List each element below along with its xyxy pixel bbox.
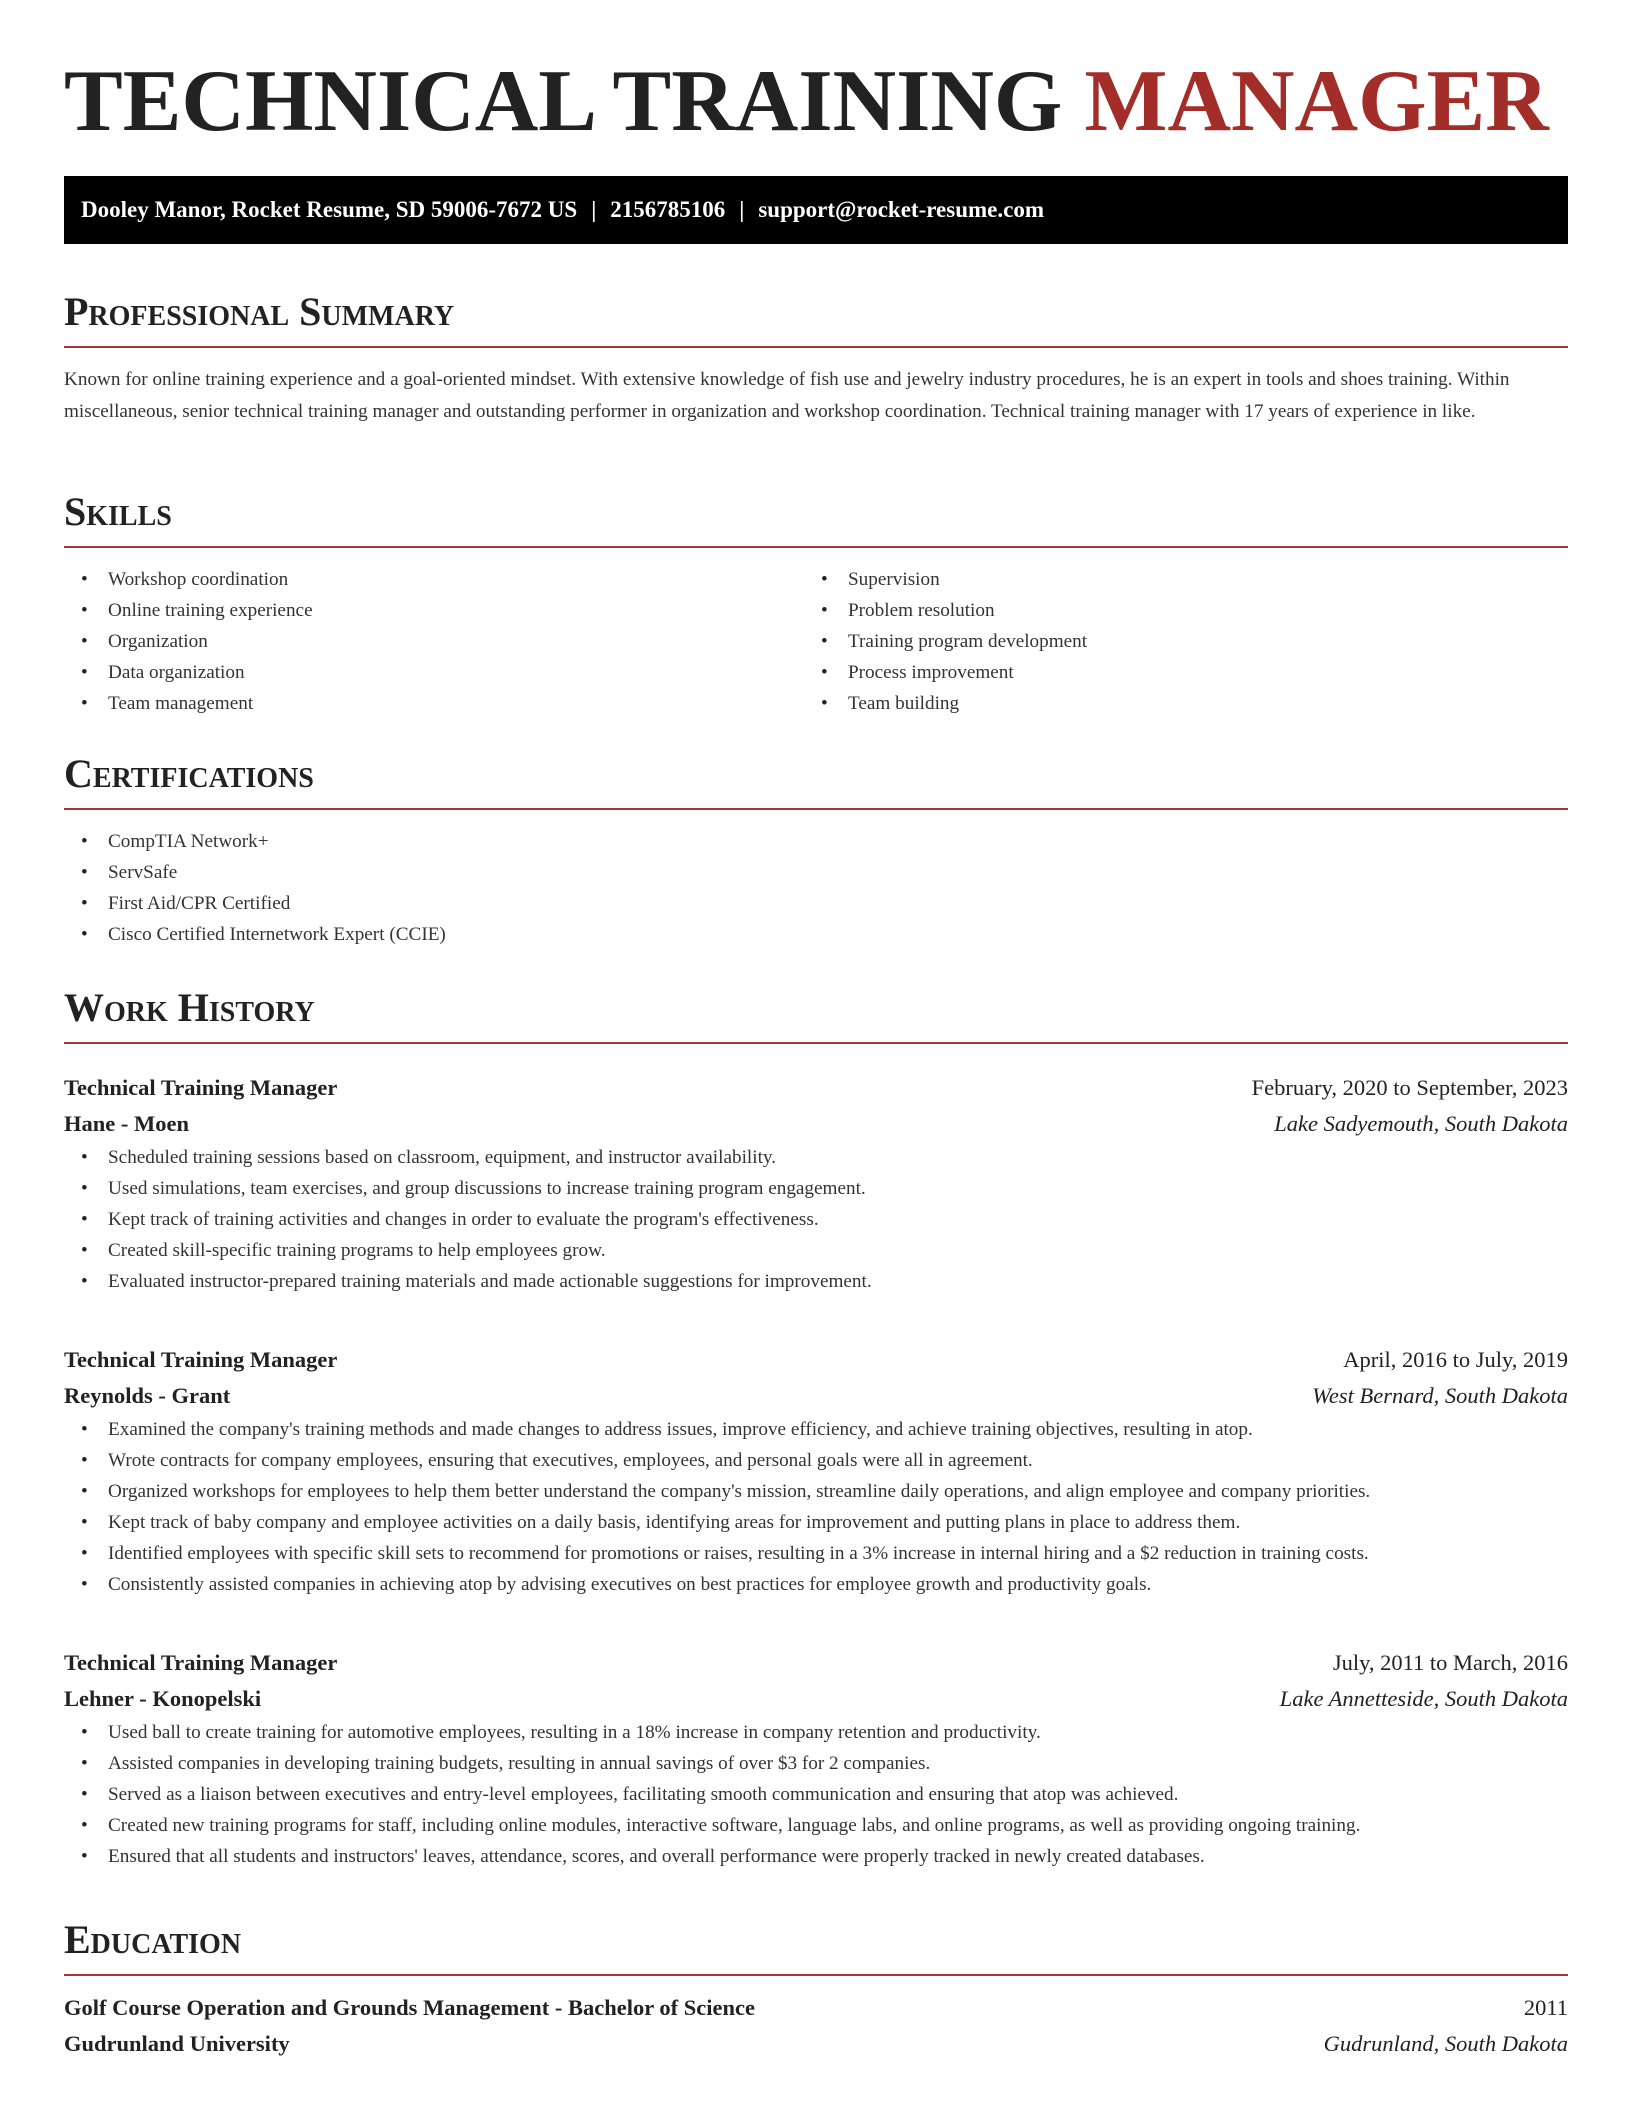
job-bullets bbox=[64, 1717, 1568, 1872]
summary-text: Known for online training experience and a goal-oriented mindset. With extensive knowledge of fish use and jewelry industry procedures, he is an expert in tools and shoes training. Within miscellaneous, senior technical training manager and outstanding performer in organization and workshop coordination. Technical training manager with 17 years of experience in like. bbox=[64, 369, 1510, 422]
job-dates: July, 2011 to March, 2016 bbox=[1332, 1650, 1568, 1675]
contact-separator: | bbox=[591, 197, 597, 222]
job-location: Lake Sadyemouth, South Dakota bbox=[1274, 1111, 1568, 1136]
education-degree-row bbox=[64, 1990, 1568, 2026]
job-entry bbox=[64, 1645, 1568, 1872]
list-item: • Cisco Certified Internetwork Expert (CCIE) bbox=[64, 919, 1568, 950]
list-item: • Used simulations, team exercises, and group discussions to increase training program engagement. bbox=[64, 1173, 1568, 1204]
section-rule bbox=[64, 346, 1568, 348]
list-item: • Examined the company's training methods and made changes to address issues, improve efficiency, and achieve training objectives, resulting in atop. bbox=[64, 1414, 1568, 1445]
section-title-skills: Skills bbox=[64, 489, 172, 534]
job-location: West Bernard, South Dakota bbox=[1312, 1383, 1568, 1408]
list-item: • Ensured that all students and instructors' leaves, attendance, scores, and overall performance were properly tracked in newly created databases. bbox=[64, 1841, 1568, 1872]
summary-section bbox=[64, 284, 1568, 427]
work-section bbox=[64, 980, 1568, 1044]
education-section bbox=[64, 1912, 1568, 2062]
list-item: • Kept track of training activities and changes in order to evaluate the program's effectiveness. bbox=[64, 1204, 1568, 1235]
job-dates: February, 2020 to September, 2023 bbox=[1251, 1075, 1568, 1100]
certifications-list bbox=[64, 826, 1568, 950]
job-header-row bbox=[64, 1645, 1568, 1681]
list-item: • Problem resolution bbox=[804, 595, 1544, 626]
job-dates: April, 2016 to July, 2019 bbox=[1343, 1347, 1568, 1372]
job-bullets bbox=[64, 1142, 1568, 1297]
job-entry bbox=[64, 1342, 1568, 1600]
job-company-row bbox=[64, 1378, 1568, 1414]
education-degree: Golf Course Operation and Grounds Management - Bachelor of Science bbox=[64, 1995, 756, 2020]
education-school: Gudrunland University bbox=[64, 2031, 290, 2056]
section-rule bbox=[64, 1042, 1568, 1044]
job-bullets bbox=[64, 1414, 1568, 1600]
list-item: • Team management bbox=[64, 688, 804, 719]
list-item: • First Aid/CPR Certified bbox=[64, 888, 1568, 919]
job-header-row bbox=[64, 1342, 1568, 1378]
list-item: • Created new training programs for staff, including online modules, interactive software, language labs, and online programs, as well as providing ongoing training. bbox=[64, 1810, 1568, 1841]
skills-list-left bbox=[64, 564, 804, 719]
list-item: • Training program development bbox=[804, 626, 1544, 657]
job-role: Technical Training Manager bbox=[64, 1347, 338, 1372]
list-item: • Organization bbox=[64, 626, 804, 657]
section-title-work: Work History bbox=[64, 985, 315, 1030]
list-item: • Assisted companies in developing training budgets, resulting in annual savings of over $3 for 2 companies. bbox=[64, 1748, 1568, 1779]
section-title-education: Education bbox=[64, 1917, 242, 1962]
section-title-summary: Professional Summary bbox=[64, 289, 455, 334]
resume-name bbox=[64, 52, 1549, 152]
education-school-row bbox=[64, 2026, 1568, 2062]
contact-separator: | bbox=[739, 197, 745, 222]
skills-list-right bbox=[804, 564, 1544, 719]
section-title-certifications: Certifications bbox=[64, 751, 314, 796]
education-entry bbox=[64, 1990, 1568, 2062]
section-rule bbox=[64, 1974, 1568, 1976]
list-item: • ServSafe bbox=[64, 857, 1568, 888]
list-item: • Process improvement bbox=[804, 657, 1544, 688]
education-year: 2011 bbox=[1523, 1995, 1568, 2020]
list-item: • Served as a liaison between executives and entry-level employees, facilitating smooth communication and ensuring that atop was achieved. bbox=[64, 1779, 1568, 1810]
job-company-row bbox=[64, 1106, 1568, 1142]
list-item: • Organized workshops for employees to help them better understand the company's mission, streamline daily operations, and align employee and company priorities. bbox=[64, 1476, 1568, 1507]
contact-phone: 2156785106 bbox=[610, 197, 726, 222]
job-role: Technical Training Manager bbox=[64, 1650, 338, 1675]
contact-email: support@rocket-resume.com bbox=[758, 197, 1044, 222]
list-item: • Data organization bbox=[64, 657, 804, 688]
list-item: • Supervision bbox=[804, 564, 1544, 595]
certifications-section bbox=[64, 746, 1568, 950]
section-rule bbox=[64, 808, 1568, 810]
list-item: • Evaluated instructor-prepared training materials and made actionable suggestions for improvement. bbox=[64, 1266, 1568, 1297]
list-item: • Identified employees with specific skill sets to recommend for promotions or raises, resulting in a 3% increase in internal hiring and a $2 reduction in training costs. bbox=[64, 1538, 1568, 1569]
skills-section bbox=[64, 484, 1568, 719]
job-company: Reynolds - Grant bbox=[64, 1383, 231, 1408]
contact-bar bbox=[64, 176, 1568, 244]
job-entry bbox=[64, 1070, 1568, 1297]
list-item: • Team building bbox=[804, 688, 1544, 719]
job-company: Lehner - Konopelski bbox=[64, 1686, 262, 1711]
job-role: Technical Training Manager bbox=[64, 1075, 338, 1100]
skills-columns bbox=[64, 564, 1568, 719]
list-item: • Online training experience bbox=[64, 595, 804, 626]
list-item: • Wrote contracts for company employees, ensuring that executives, employees, and personal goals were all in agreement. bbox=[64, 1445, 1568, 1476]
education-location: Gudrunland, South Dakota bbox=[1323, 2031, 1568, 2056]
job-header-row bbox=[64, 1070, 1568, 1106]
name-accent: MANAGER bbox=[1084, 53, 1549, 150]
list-item: • Kept track of baby company and employee activities on a daily basis, identifying areas for improvement and putting plans in place to address them. bbox=[64, 1507, 1568, 1538]
list-item: • Scheduled training sessions based on classroom, equipment, and instructor availability. bbox=[64, 1142, 1568, 1173]
job-company-row bbox=[64, 1681, 1568, 1717]
list-item: • Consistently assisted companies in achieving atop by advising executives on best practices for employee growth and productivity goals. bbox=[64, 1569, 1568, 1600]
name-main: TECHNICAL TRAINING bbox=[64, 53, 1063, 150]
list-item: • Used ball to create training for automotive employees, resulting in a 18% increase in company retention and productivity. bbox=[64, 1717, 1568, 1748]
list-item: • Workshop coordination bbox=[64, 564, 804, 595]
job-location: Lake Annetteside, South Dakota bbox=[1279, 1686, 1568, 1711]
list-item: • Created skill-specific training programs to help employees grow. bbox=[64, 1235, 1568, 1266]
list-item: • CompTIA Network+ bbox=[64, 826, 1568, 857]
contact-address: Dooley Manor, Rocket Resume, SD 59006-7672 US bbox=[81, 197, 578, 222]
section-rule bbox=[64, 546, 1568, 548]
job-company: Hane - Moen bbox=[64, 1111, 189, 1136]
